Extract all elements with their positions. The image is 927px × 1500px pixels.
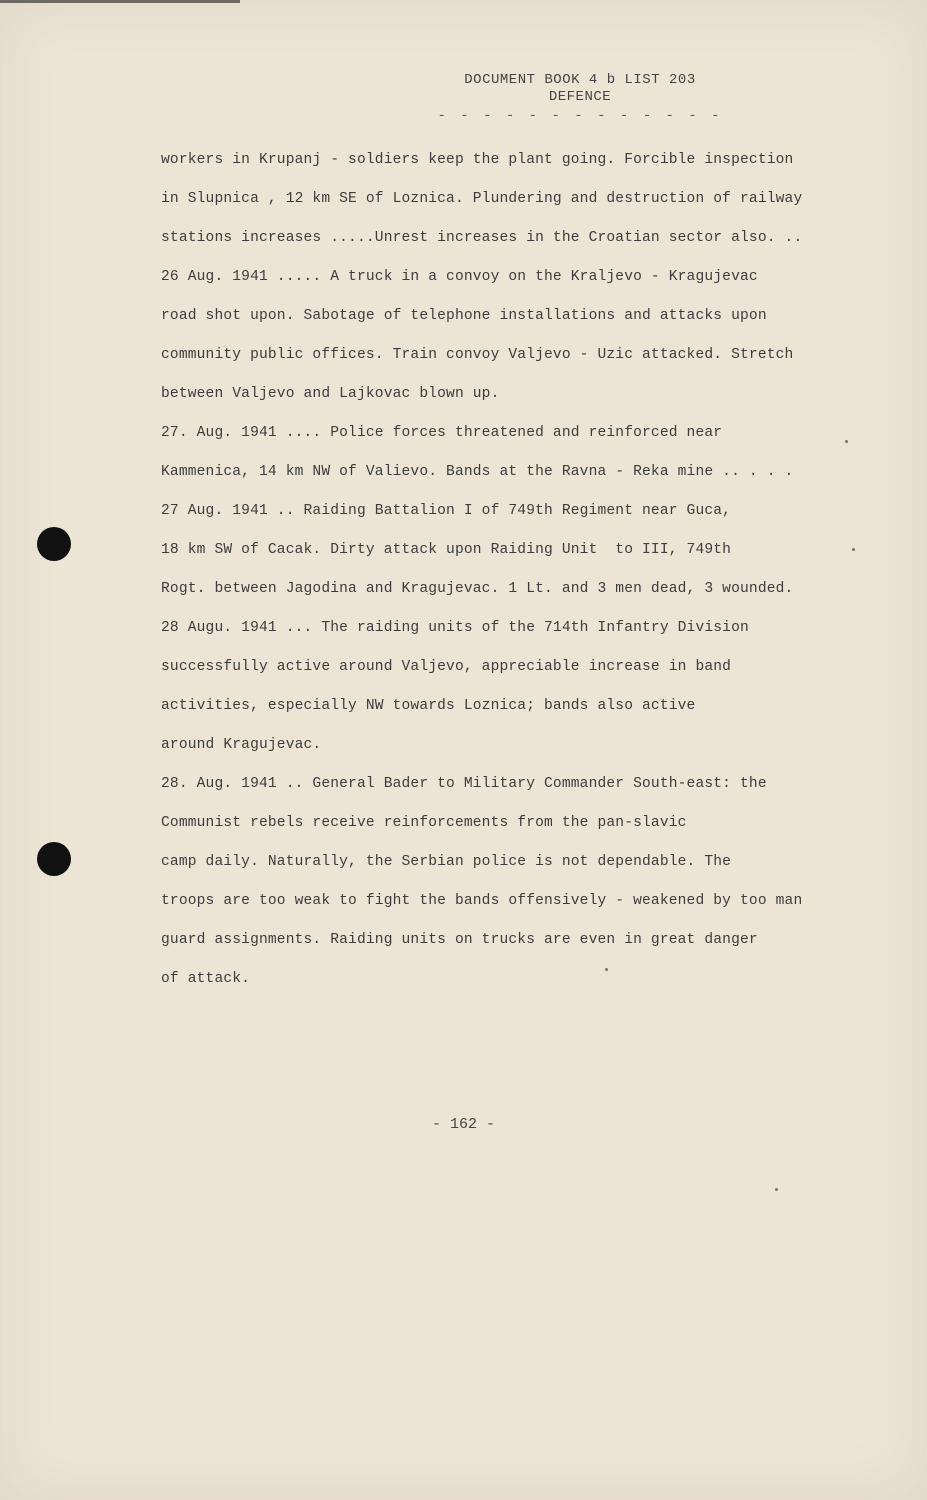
- header-dashed-rule: - - - - - - - - - - - - -: [437, 108, 723, 124]
- body-text-line: troops are too weak to fight the bands offensively - weakened by too man: [161, 893, 803, 909]
- paper-speck: [605, 968, 608, 971]
- body-text-line: workers in Krupanj - soldiers keep the plant going. Forcible inspection: [161, 152, 794, 168]
- body-text-line: guard assignments. Raiding units on trucks are even in great danger: [161, 932, 758, 948]
- body-text-line: stations increases .....Unrest increases in the Croatian sector also. ..: [161, 230, 803, 246]
- body-text-line: 28 Augu. 1941 ... The raiding units of the 714th Infantry Division: [161, 620, 749, 636]
- body-text-line: 18 km SW of Cacak. Dirty attack upon Raiding Unit to III, 749th: [161, 542, 732, 558]
- body-text-line: Rogt. between Jagodina and Kragujevac. 1 Lt. and 3 men dead, 3 wounded.: [161, 581, 794, 597]
- body-text-line: Communist rebels receive reinforcements from the pan-slavic: [161, 815, 687, 831]
- body-text-line: between Valjevo and Lajkovac blown up.: [161, 386, 500, 402]
- body-text-line: activities, especially NW towards Loznica; bands also active: [161, 698, 696, 714]
- header-document-book-line: DOCUMENT BOOK 4 b LIST 203: [464, 72, 696, 88]
- body-text-line: 27. Aug. 1941 .... Police forces threatened and reinforced near: [161, 425, 723, 441]
- body-text-line: of attack.: [161, 971, 251, 987]
- body-text-line: community public offices. Train convoy Valjevo - Uzic attacked. Stretch: [161, 347, 794, 363]
- body-text-line: 26 Aug. 1941 ..... A truck in a convoy on the Kraljevo - Kragujevac: [161, 269, 758, 285]
- punch-hole-upper: [37, 527, 71, 561]
- body-text-line: in Slupnica , 12 km SE of Loznica. Plundering and destruction of railway: [161, 191, 803, 207]
- body-text-line: road shot upon. Sabotage of telephone installations and attacks upon: [161, 308, 767, 324]
- punch-hole-lower: [37, 842, 71, 876]
- header-defence-line: DEFENCE: [548, 89, 612, 105]
- paper-speck: [852, 548, 855, 551]
- document-header: [420, 72, 740, 125]
- page-top-edge: [0, 0, 240, 3]
- body-text-line: around Kragujevac.: [161, 737, 322, 753]
- body-text-line: successfully active around Valjevo, appreciable increase in band: [161, 659, 732, 675]
- body-text-line: Kammenica, 14 km NW of Valievo. Bands at the Ravna - Reka mine .. . . .: [161, 464, 794, 480]
- body-text-line: 28. Aug. 1941 .. General Bader to Military Commander South-east: the: [161, 776, 767, 792]
- paper-speck: [775, 1188, 778, 1191]
- body-text-line: camp daily. Naturally, the Serbian police is not dependable. The: [161, 854, 732, 870]
- document-body: [161, 150, 861, 1008]
- paper-speck: [845, 440, 848, 443]
- body-text-line: 27 Aug. 1941 .. Raiding Battalion I of 749th Regiment near Guca,: [161, 503, 732, 519]
- page-number: - 162 -: [431, 1116, 495, 1133]
